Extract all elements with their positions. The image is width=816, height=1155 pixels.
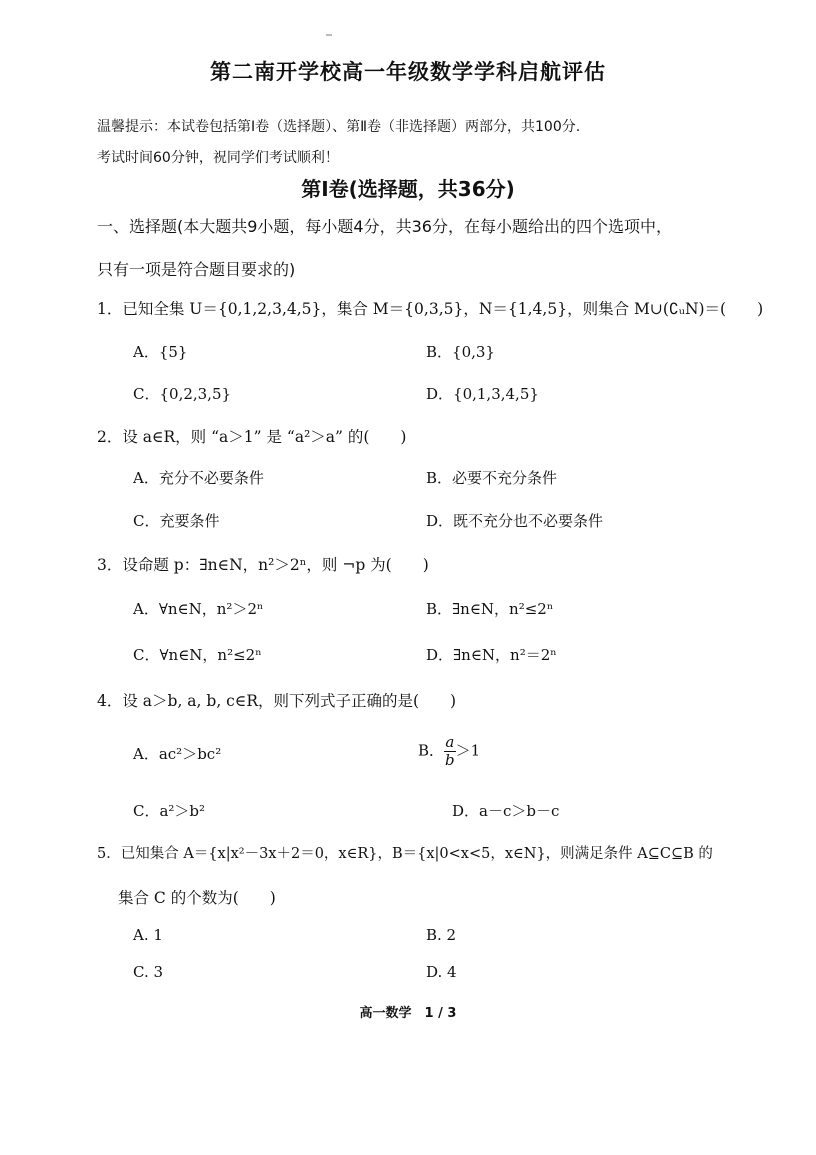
question-5-option-a: A. 1 xyxy=(133,926,163,944)
question-2-option-b: B．必要不充分条件 xyxy=(426,469,558,487)
fraction-denominator: b xyxy=(445,751,455,769)
fraction-numerator: a xyxy=(445,733,455,751)
question-4-option-b-label: B． xyxy=(418,741,445,760)
fraction-a-over-b xyxy=(444,734,456,769)
question-1-option-b: B．{0,3} xyxy=(426,343,495,361)
question-4-option-c: C．a²＞b² xyxy=(133,802,206,820)
question-1-option-c: C．{0,2,3,5} xyxy=(133,385,232,403)
question-4-option-d: D．a－c＞b－c xyxy=(452,802,560,820)
question-5-option-b: B. 2 xyxy=(426,926,457,944)
question-3-option-d: D．∃n∈N，n²＝2ⁿ xyxy=(426,646,557,664)
question-1-stem: 1．已知全集 U＝{0,1,2,3,4,5}，集合 M＝{0,3,5}，N＝{1,4,5}，则集合 M∪(∁ᵤN)＝( ) xyxy=(97,300,764,318)
notice-line-1: 温馨提示：本试卷包括第Ⅰ卷（选择题）、第Ⅱ卷（非选择题）两部分，共100分. xyxy=(97,119,581,135)
question-2-option-c: C．充要条件 xyxy=(133,512,220,530)
question-3-option-c: C．∀n∈N，n²≤2ⁿ xyxy=(133,646,262,664)
question-4-option-b xyxy=(418,734,480,769)
question-1-option-a: A．{5} xyxy=(133,343,188,361)
question-5-option-c: C. 3 xyxy=(133,963,164,981)
page-footer: 高一数学 1 / 3 xyxy=(359,1006,457,1021)
question-2-option-d: D．既不充分也不必要条件 xyxy=(426,512,604,530)
question-2-stem: 2．设 a∈R，则 “a＞1” 是 “a²＞a” 的( ) xyxy=(97,428,407,446)
question-5-stem: 5．已知集合 A＝{x|x²－3x＋2＝0，x∈R}，B＝{x|0<x<5，x∈N}，则满足条件 A⊆C⊆B 的 xyxy=(97,846,713,862)
question-4-option-a: A．ac²＞bc² xyxy=(133,745,222,763)
fraction-comparison: ＞1 xyxy=(455,741,481,760)
notice-line-2: 考试时间60分钟，祝同学们考试顺利！ xyxy=(97,150,339,166)
scan-speck xyxy=(326,34,332,36)
question-5-option-d: D. 4 xyxy=(426,963,457,981)
question-5-stem-line-2: 集合 C 的个数为( ) xyxy=(118,889,276,907)
question-3-option-a: A．∀n∈N，n²＞2ⁿ xyxy=(133,600,264,618)
instructions-line-2: 只有一项是符合题目要求的) xyxy=(97,260,296,279)
question-2-option-a: A．充分不必要条件 xyxy=(133,469,264,487)
question-3-stem: 3．设命题 p：∃n∈N，n²＞2ⁿ，则 ¬p 为( ) xyxy=(97,556,429,574)
section-title: 第Ⅰ卷(选择题，共36分) xyxy=(301,177,515,201)
question-1-option-d: D．{0,1,3,4,5} xyxy=(426,385,539,403)
question-3-option-b: B．∃n∈N，n²≤2ⁿ xyxy=(426,600,554,618)
instructions-line-1: 一、选择题(本大题共9小题，每小题4分，共36分，在每小题给出的四个选项中， xyxy=(97,217,672,236)
question-4-stem: 4．设 a＞b, a, b, c∈R，则下列式子正确的是( ) xyxy=(97,692,457,710)
exam-title: 第二南开学校高一年级数学学科启航评估 xyxy=(210,60,606,84)
